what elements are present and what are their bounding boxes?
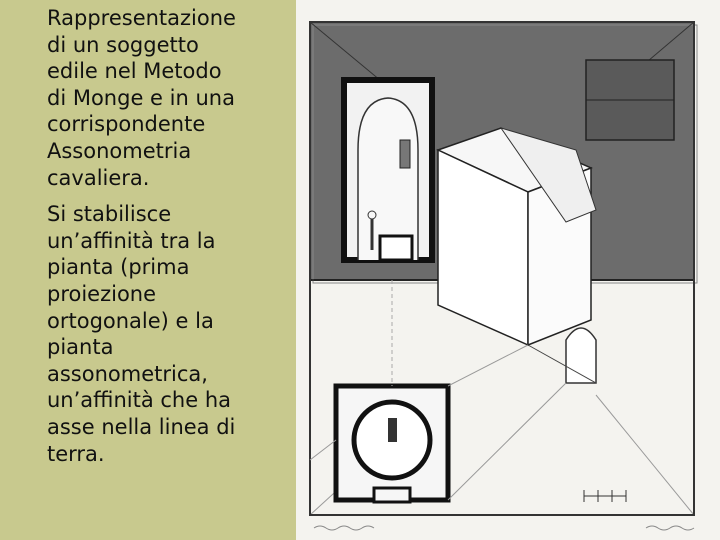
signature-right xyxy=(646,526,694,530)
paragraph-intro: Rappresentazione di un soggetto edile nel Metodo di Monge e in una corrispondente Assonometria cavaliera. xyxy=(47,6,236,190)
construction-line xyxy=(448,383,566,500)
plan-altar xyxy=(388,418,397,442)
corner-line xyxy=(596,395,694,515)
construction-line xyxy=(448,345,528,386)
altar-block xyxy=(380,236,412,260)
paragraph-affinity: Si stabilisce un’affinità tra la pianta (prima proiezione ortogonale) e la pianta assonometrica, un’affinità che ha asse nella linea di terra. xyxy=(47,202,236,466)
architectural-drawing xyxy=(296,0,720,540)
plan-entrance xyxy=(374,488,410,502)
monge-axonometric-sketch xyxy=(296,0,720,540)
text-panel xyxy=(0,0,296,540)
construction-line xyxy=(310,440,336,460)
slot-opening xyxy=(400,140,410,168)
signature-left xyxy=(314,526,374,530)
description-text xyxy=(47,5,287,467)
